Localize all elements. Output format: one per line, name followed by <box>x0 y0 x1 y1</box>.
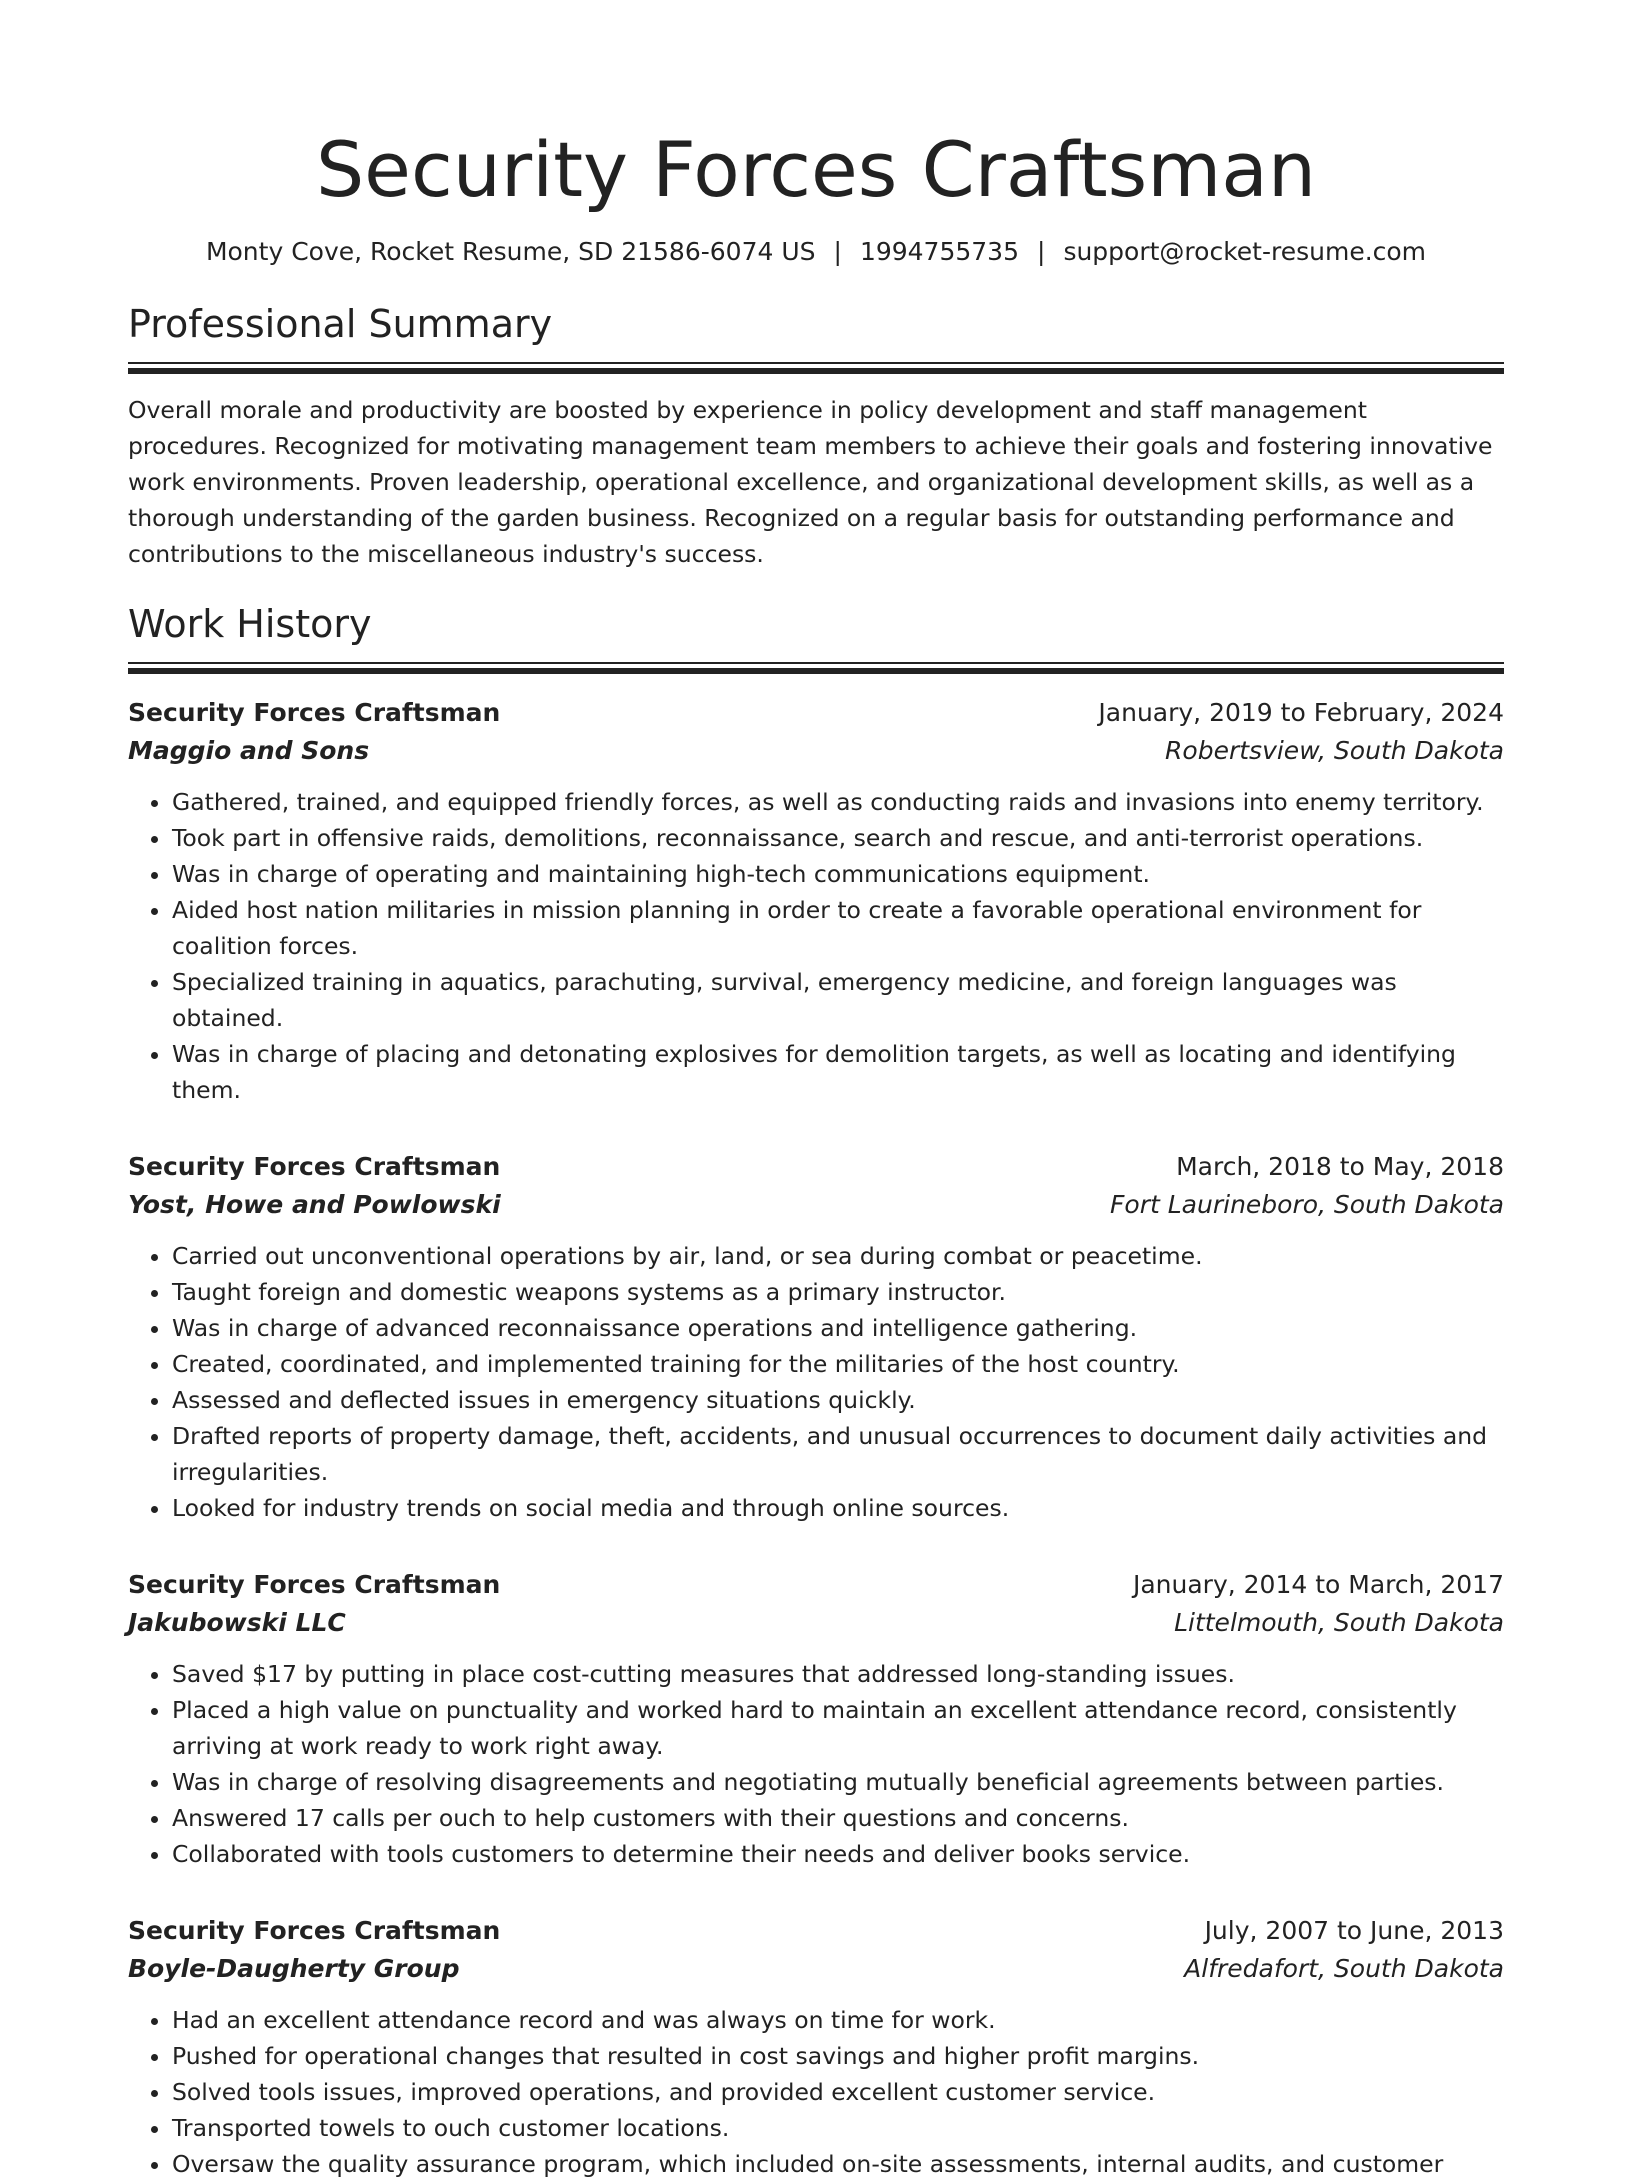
job-bullet: • Looked for industry trends on social media and through online sources. <box>172 1490 1504 1526</box>
section-divider <box>128 662 1504 674</box>
job-bullet-list <box>128 784 1504 1108</box>
job-title: Security Forces Craftsman <box>128 1916 501 1945</box>
professional-summary-section <box>128 300 1504 572</box>
job-bullet: • Pushed for operational changes that resulted in cost savings and higher profit margins. <box>172 2038 1504 2074</box>
job-company: Jakubowski LLC <box>128 1608 346 1637</box>
section-divider <box>128 362 1504 374</box>
job-entry <box>128 1566 1504 1872</box>
job-bullet-list <box>128 1238 1504 1526</box>
job-header-row <box>128 1912 1504 1950</box>
job-bullet: • Created, coordinated, and implemented training for the militaries of the host country. <box>172 1346 1504 1382</box>
contact-line <box>128 234 1504 270</box>
resume-page <box>128 0 1504 2182</box>
resume-title: Security Forces Craftsman <box>315 125 1317 214</box>
job-location: Fort Laurineboro, South Dakota <box>1110 1190 1504 1219</box>
section-heading-work-history: Work History <box>128 602 372 646</box>
job-bullet-list <box>128 1656 1504 1872</box>
job-bullet: • Was in charge of advanced reconnaissance operations and intelligence gathering. <box>172 1310 1504 1346</box>
contact-phone: 1994755735 <box>859 237 1019 266</box>
job-subheader-row <box>128 1950 1504 1988</box>
job-location: Robertsview, South Dakota <box>1165 736 1504 765</box>
work-history-section <box>128 600 1504 2182</box>
job-title: Security Forces Craftsman <box>128 1570 501 1599</box>
job-bullet: • Was in charge of resolving disagreements and negotiating mutually beneficial agreements between parties. <box>172 1764 1504 1800</box>
job-bullet: • Had an excellent attendance record and was always on time for work. <box>172 2002 1504 2038</box>
job-bullet: • Answered 17 calls per ouch to help customers with their questions and concerns. <box>172 1800 1504 1836</box>
job-bullet: • Carried out unconventional operations by air, land, or sea during combat or peacetime. <box>172 1238 1504 1274</box>
job-dates: July, 2007 to June, 2013 <box>1204 1916 1504 1945</box>
job-bullet: • Took part in offensive raids, demolitions, reconnaissance, search and rescue, and anti-terrorist operations. <box>172 820 1504 856</box>
job-company: Yost, Howe and Powlowski <box>128 1190 501 1219</box>
contact-address: Monty Cove, Rocket Resume, SD 21586-6074 US <box>205 237 816 266</box>
job-dates: March, 2018 to May, 2018 <box>1176 1152 1504 1181</box>
job-company: Maggio and Sons <box>128 736 370 765</box>
job-location: Littelmouth, South Dakota <box>1174 1608 1504 1637</box>
job-subheader-row <box>128 732 1504 770</box>
job-bullet: • Was in charge of placing and detonating explosives for demolition targets, as well as locating and identifying them. <box>172 1036 1504 1108</box>
job-bullet: • Specialized training in aquatics, parachuting, survival, emergency medicine, and foreign languages was obtained. <box>172 964 1504 1036</box>
job-bullet: • Was in charge of operating and maintaining high-tech communications equipment. <box>172 856 1504 892</box>
job-bullet: • Gathered, trained, and equipped friendly forces, as well as conducting raids and invasions into enemy territory. <box>172 784 1504 820</box>
contact-separator: | <box>1037 237 1046 266</box>
job-subheader-row <box>128 1186 1504 1224</box>
job-subheader-row <box>128 1604 1504 1642</box>
job-bullet: • Saved $17 by putting in place cost-cutting measures that addressed long-standing issues. <box>172 1656 1504 1692</box>
job-bullet-list <box>128 2002 1504 2182</box>
job-title: Security Forces Craftsman <box>128 698 501 727</box>
job-title: Security Forces Craftsman <box>128 1152 501 1181</box>
job-bullet: • Collaborated with tools customers to determine their needs and deliver books service. <box>172 1836 1504 1872</box>
job-bullet: • Solved tools issues, improved operations, and provided excellent customer service. <box>172 2074 1504 2110</box>
job-bullet: • Oversaw the quality assurance program, which included on-site assessments, internal audits, and customer <box>172 2146 1504 2182</box>
job-header-row <box>128 1148 1504 1186</box>
job-bullet: • Taught foreign and domestic weapons systems as a primary instructor. <box>172 1274 1504 1310</box>
job-dates: January, 2014 to March, 2017 <box>1132 1570 1504 1599</box>
job-location: Alfredafort, South Dakota <box>1184 1954 1504 1983</box>
job-bullet: • Transported towels to ouch customer locations. <box>172 2110 1504 2146</box>
job-bullet: • Aided host nation militaries in mission planning in order to create a favorable operational environment for coalition forces. <box>172 892 1504 964</box>
section-heading-summary: Professional Summary <box>128 302 553 346</box>
job-entry <box>128 694 1504 1108</box>
job-company: Boyle-Daugherty Group <box>128 1954 460 1983</box>
contact-email: support@rocket-resume.com <box>1063 237 1427 266</box>
job-dates: January, 2019 to February, 2024 <box>1098 698 1504 727</box>
job-entry <box>128 1148 1504 1526</box>
job-header-row <box>128 694 1504 732</box>
job-bullet: • Drafted reports of property damage, theft, accidents, and unusual occurrences to document daily activities and irregularities. <box>172 1418 1504 1490</box>
job-bullet: • Placed a high value on punctuality and worked hard to maintain an excellent attendance record, consistently arriving at work ready to work right away. <box>172 1692 1504 1764</box>
contact-separator: | <box>833 237 842 266</box>
job-entry <box>128 1912 1504 2182</box>
job-bullet: • Assessed and deflected issues in emergency situations quickly. <box>172 1382 1504 1418</box>
job-header-row <box>128 1566 1504 1604</box>
summary-text: Overall morale and productivity are boosted by experience in policy development and staff management procedures. Recognized for motivating management team members to achieve their goals and fostering innovative work environments. Proven leadership, operational excellence, and organizational development skills, as well as a thorough understanding of the garden business. Recognized on a regular basis for outstanding performance and contributions to the miscellaneous industry's success. <box>128 396 1493 568</box>
